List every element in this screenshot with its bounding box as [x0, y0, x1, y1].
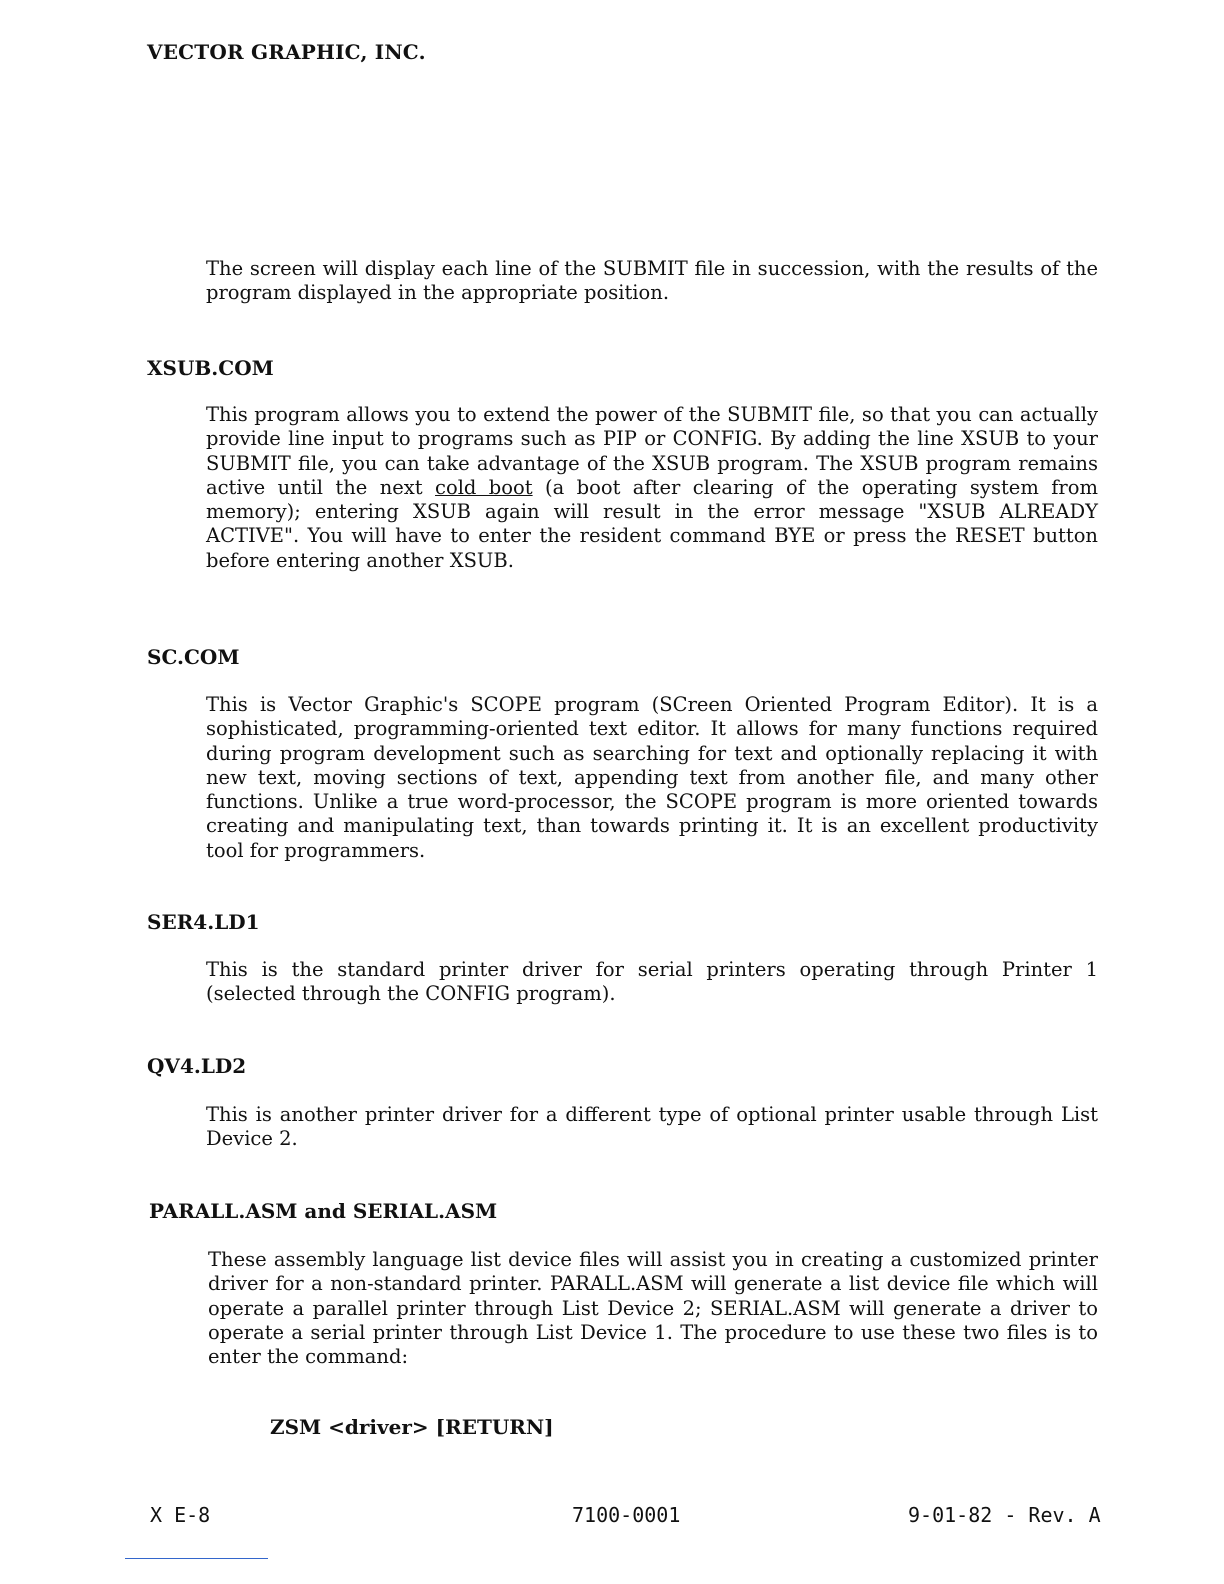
- section-paragraph-parall-serial: These assembly language list device files will assist you in creating a customized printer driver for a non-standard printer. PARALL.ASM will generate a list device file which will operate a parallel printer through List Device 2; SERIAL.ASM will generate a driver to operate a serial printer through List Device 1. The procedure to use these two files is to enter the command:: [208, 1248, 1098, 1369]
- scan-artifact-line: [125, 1558, 268, 1559]
- section-paragraph-ser4: This is the standard printer driver for serial printers operating through Printer 1 (selected through the CONFIG program).: [206, 958, 1098, 1006]
- section-heading-sc: SC.COM: [147, 645, 240, 669]
- section-heading-qv4: QV4.LD2: [147, 1054, 247, 1078]
- command-example: ZSM <driver> [RETURN]: [270, 1415, 554, 1439]
- xsub-text-after: (a boot after clearing of the operating system from memory); entering XSUB again will result in the error message "XSUB ALREADY ACTIVE". You will have to enter the resident command BYE or press the RESET button before entering another XSUB.: [206, 475, 1098, 572]
- footer-section-number: X E-8: [150, 1503, 211, 1527]
- footer-doc-number: 7100-0001: [572, 1503, 681, 1527]
- xsub-text-before: This program allows you to extend the power of the SUBMIT file, so that you can actually provide line input to programs such as PIP or CONFIG. By adding the line XSUB to your SUBMIT file, you can take advantage of the XSUB program. The XSUB program remains active until the next: [206, 403, 1098, 499]
- section-heading-ser4: SER4.LD1: [147, 910, 260, 934]
- section-paragraph-sc: This is Vector Graphic's SCOPE program (SCreen Oriented Program Editor). It is a sophisticated, programming-oriented text editor. It allows for many functions required during program development such as searching for text and optionally replacing it with new text, moving sections of text, appending text from another file, and many other functions. Unlike a true word-processor, the SCOPE program is more oriented towards creating and manipulating text, than towards printing it. It is an excellent productivity tool for programmers.: [206, 693, 1098, 862]
- section-paragraph-qv4: This is another printer driver for a different type of optional printer usable through List Device 2.: [206, 1103, 1098, 1151]
- cold-boot-term: cold boot: [435, 475, 533, 499]
- footer-date-revision: 9-01-82 - Rev. A: [908, 1503, 1101, 1527]
- intro-paragraph: The screen will display each line of the SUBMIT file in succession, with the results of the program displayed in the appropriate position.: [206, 257, 1098, 305]
- section-heading-parall-serial: PARALL.ASM and SERIAL.ASM: [149, 1199, 498, 1223]
- section-heading-xsub: XSUB.COM: [147, 356, 274, 380]
- section-paragraph-xsub: [206, 403, 1098, 573]
- company-header: VECTOR GRAPHIC, INC.: [147, 40, 426, 64]
